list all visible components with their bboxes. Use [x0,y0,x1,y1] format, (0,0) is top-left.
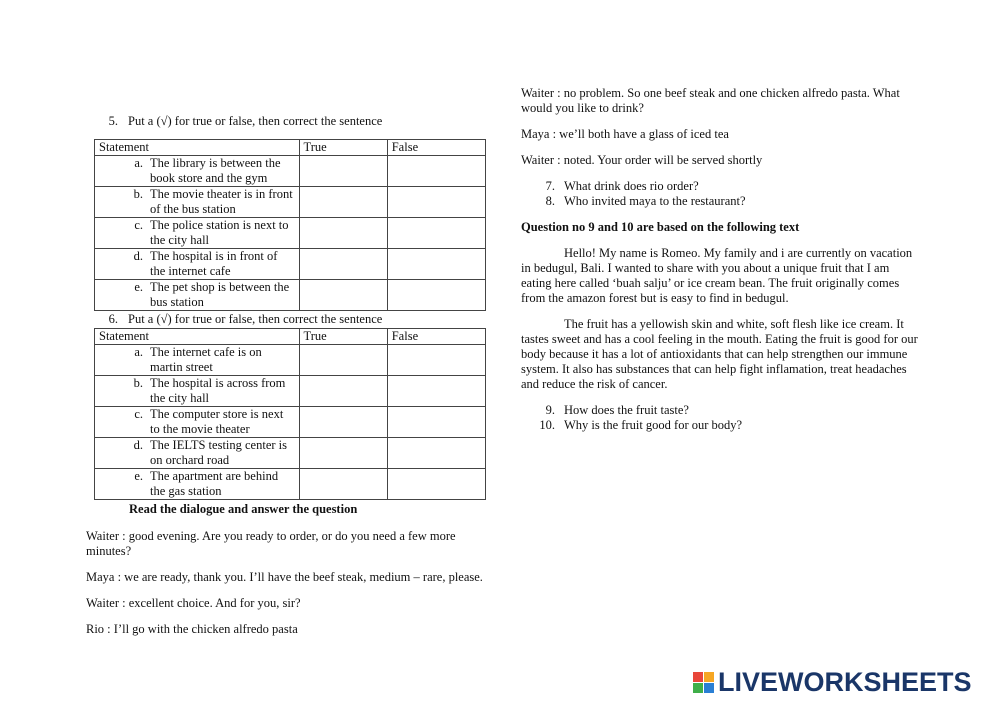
reading-title: Question no 9 and 10 are based on the following text [521,220,800,234]
statement-text: The library is between the book store and the gym [150,156,281,185]
question-5-instruction: Put a (√) for true or false, then correct the sentence [128,114,383,128]
question-number: 7. [545,179,555,193]
question-text: What drink does rio order? [564,179,699,193]
question-text: Who invited maya to the restaurant? [564,194,746,208]
logo-badge-cell [704,672,714,682]
question-6-table [94,328,486,500]
question-text: How does the fruit taste? [564,403,689,417]
table-row [95,156,486,187]
true-answer-cell[interactable] [299,469,387,500]
question-number: 10. [539,418,555,432]
false-answer-cell[interactable] [387,469,485,500]
statement-letter: a. [134,156,143,170]
statement-text: The hospital is across from the city hall [150,376,286,405]
statement-text: The hospital is in front of the internet cafe [150,249,278,278]
true-answer-cell[interactable] [299,156,387,187]
table-row [95,280,486,311]
table-row [95,345,486,376]
true-answer-cell[interactable] [299,187,387,218]
question-number: 9. [545,403,555,417]
statement-text: The IELTS testing center is on orchard road [150,438,288,467]
statement-text: The internet cafe is on martin street [150,345,262,374]
logo-badge-icon [693,672,714,693]
header-true: True [299,329,387,345]
table-row [95,376,486,407]
question-5-heading [86,114,486,129]
logo-badge-cell [693,672,703,682]
statement-cell [95,438,300,469]
header-false: False [387,140,485,156]
reading-paragraph: The fruit has a yellowish skin and white, soft flesh like ice cream. It tastes sweet and has a cool feeling in the mouth. Eating the fruit is good for our body because it has a lot of antioxidants that can help strengthen our immune system. It also has substances that can help fight inflamation, treat headaches and reduce the risk of cancer. [521,317,918,391]
true-answer-cell[interactable] [299,438,387,469]
statement-text: The pet shop is between the bus station [150,280,290,309]
statement-letter: a. [134,345,143,359]
statement-letter: e. [134,469,143,483]
statement-text: The apartment are behind the gas station [150,469,279,498]
table-row [95,469,486,500]
false-answer-cell[interactable] [387,280,485,311]
question-6-instruction: Put a (√) for true or false, then correct the sentence [128,312,383,326]
true-answer-cell[interactable] [299,249,387,280]
table-row [95,407,486,438]
question-5-table [94,139,486,311]
statement-letter: d. [133,438,143,452]
true-answer-cell[interactable] [299,280,387,311]
dialogue-line: Waiter : no problem. So one beef steak and one chicken alfredo pasta. What would you like to drink? [521,86,900,115]
left-column [86,114,486,648]
list-item [521,194,921,209]
false-answer-cell[interactable] [387,407,485,438]
list-item [521,403,921,418]
statement-letter: d. [133,249,143,263]
dialogue-line: Waiter : noted. Your order will be served shortly [521,153,763,167]
statement-letter: b. [133,187,143,201]
question-6-heading [86,312,486,327]
list-item [521,179,921,194]
statement-cell [95,469,300,500]
statement-letter: b. [133,376,143,390]
statement-text: The computer store is next to the movie theater [150,407,284,436]
table-row [95,249,486,280]
false-answer-cell[interactable] [387,376,485,407]
statement-cell [95,376,300,407]
false-answer-cell[interactable] [387,438,485,469]
header-false: False [387,329,485,345]
question-5-number: 5. [108,114,118,128]
false-answer-cell[interactable] [387,156,485,187]
false-answer-cell[interactable] [387,249,485,280]
question-number: 8. [545,194,555,208]
logo-badge-cell [693,683,703,693]
statement-text: The police station is next to the city hall [150,218,289,247]
reading-paragraph: Hello! My name is Romeo. My family and i are currently on vacation in bedugul, Bali. I wanted to share with you about a unique fruit that I am eating here called ‘buah salju’ or ice cream bean. The fruit originally comes from the amazon forest but is easy to find in bedugul. [521,246,913,305]
false-answer-cell[interactable] [387,345,485,376]
true-answer-cell[interactable] [299,376,387,407]
true-answer-cell[interactable] [299,345,387,376]
statement-cell [95,156,300,187]
statement-letter: c. [134,407,143,421]
dialogue-line: Waiter : excellent choice. And for you, sir? [86,596,301,610]
statement-cell [95,249,300,280]
true-answer-cell[interactable] [299,407,387,438]
false-answer-cell[interactable] [387,187,485,218]
statement-cell [95,345,300,376]
header-statement: Statement [95,329,300,345]
dialogue-line: Rio : I’ll go with the chicken alfredo pasta [86,622,298,636]
table-header-row [95,140,486,156]
list-item [521,418,921,433]
statement-cell [95,218,300,249]
statement-cell [95,187,300,218]
liveworksheets-logo [693,668,972,696]
reading-questions [521,403,921,433]
dialogue-line: Maya : we’ll both have a glass of iced tea [521,127,729,141]
logo-text: LIVEWORKSHEETS [718,667,972,697]
table-row [95,438,486,469]
dialogue-questions [521,179,921,209]
question-text: Why is the fruit good for our body? [564,418,743,432]
dialogue-line: Waiter : good evening. Are you ready to order, or do you need a few more minutes? [86,529,456,558]
false-answer-cell[interactable] [387,218,485,249]
dialogue-title: Read the dialogue and answer the question [129,502,358,516]
statement-text: The movie theater is in front of the bus station [150,187,293,216]
true-answer-cell[interactable] [299,218,387,249]
table-row [95,187,486,218]
question-6-number: 6. [108,312,118,326]
statement-cell [95,280,300,311]
statement-letter: e. [134,280,143,294]
table-header-row [95,329,486,345]
right-column [521,86,921,444]
statement-cell [95,407,300,438]
dialogue-line: Maya : we are ready, thank you. I’ll have the beef steak, medium – rare, please. [86,570,483,584]
logo-badge-cell [704,683,714,693]
header-true: True [299,140,387,156]
table-row [95,218,486,249]
statement-letter: c. [134,218,143,232]
header-statement: Statement [95,140,300,156]
